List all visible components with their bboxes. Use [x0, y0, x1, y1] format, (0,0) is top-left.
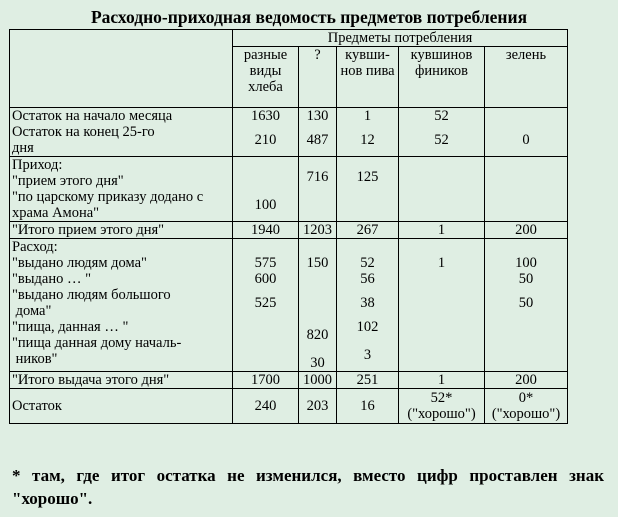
value: 52 [434, 108, 449, 124]
column-header-beer-line: нов пива [340, 63, 395, 79]
cell-dates: 1 [399, 372, 485, 389]
cell-beer: 267 [337, 222, 399, 239]
value: 820 [306, 327, 329, 343]
column-header-dates-line: фиников [414, 63, 469, 79]
row-label: Остаток [10, 389, 233, 424]
label-line: "пища данная дому началь- [12, 335, 182, 351]
label-line: "по царскому приказу додано с [12, 189, 204, 205]
value: 50 [518, 271, 534, 287]
value: 52 [360, 255, 375, 271]
value: 1 [363, 108, 372, 124]
cell-unknown [299, 239, 337, 372]
cell-bread: 1940 [233, 222, 299, 239]
value: 125 [356, 169, 379, 185]
row-label: "Итого выдача этого дня" [10, 372, 233, 389]
cell-unknown: 203 [299, 389, 337, 424]
cell-greens: 200 [485, 222, 568, 239]
cell-dates [399, 108, 485, 157]
cell-dates [399, 157, 485, 222]
cell-greens [485, 239, 568, 372]
column-header-dates [399, 47, 485, 108]
value: 1630 [251, 108, 280, 124]
row-label [10, 157, 233, 222]
row-label: "Итого прием этого дня" [10, 222, 233, 239]
column-header-bread-line: хлеба [248, 79, 283, 95]
cell-dates: 1 [399, 222, 485, 239]
table-row-remainder [10, 389, 568, 424]
label-line: дома" [12, 303, 52, 319]
cell-beer: 16 [337, 389, 399, 424]
value: 525 [254, 295, 277, 311]
value: 130 [306, 108, 329, 124]
cell-beer: 251 [337, 372, 399, 389]
group-header-row [10, 30, 568, 47]
value: 52 [434, 132, 449, 148]
value [487, 108, 565, 124]
cell-greens [485, 108, 568, 157]
label-line: Остаток на начало месяца [12, 108, 173, 124]
table-row-balance [10, 108, 568, 157]
column-header-bread-line: виды [249, 63, 282, 79]
cell-greens [485, 157, 568, 222]
value: 0 [522, 132, 530, 148]
value: 575 [254, 255, 277, 271]
value: ("хорошо") [491, 406, 561, 422]
cell-bread [233, 239, 299, 372]
value: 12 [360, 132, 375, 148]
cell-unknown: 1203 [299, 222, 337, 239]
column-header-beer-line: кувши- [345, 47, 390, 63]
row-label [10, 239, 233, 372]
cell-unknown [299, 157, 337, 222]
column-header-greens-line: зелень [505, 47, 547, 63]
column-header-beer [337, 47, 399, 108]
label-line: "пища, данная … " [12, 319, 129, 335]
consumption-ledger-table [9, 29, 568, 424]
value: 38 [360, 295, 375, 311]
value: 716 [306, 169, 329, 185]
column-header-dates-line: кувшинов [410, 47, 473, 63]
cell-greens [485, 389, 568, 424]
value: 487 [306, 132, 329, 148]
group-header: Предметы потребления [233, 30, 568, 47]
value: 0* [518, 390, 534, 406]
value: 52* [430, 390, 453, 406]
cell-beer [337, 157, 399, 222]
label-line: ников" [12, 351, 58, 367]
cell-greens: 200 [485, 372, 568, 389]
column-header-greens [485, 47, 568, 108]
value: 150 [306, 255, 329, 271]
cell-bread [233, 157, 299, 222]
label-line: "выдано людям дома" [12, 255, 147, 271]
label-line: Расход: [12, 239, 58, 255]
column-header-unknown-line: ? [314, 47, 321, 63]
value: 210 [254, 132, 277, 148]
document-title: Расходно-приходная ведомость предметов потребления [90, 7, 528, 27]
label-line: Приход: [12, 157, 63, 173]
table-row-income-total [10, 222, 568, 239]
value: 56 [360, 271, 375, 287]
value: 600 [254, 271, 277, 287]
column-header-bread-line: разные [243, 47, 288, 63]
table-row-expense [10, 239, 568, 372]
cell-dates [399, 389, 485, 424]
value: 30 [310, 355, 325, 371]
label-line: Остаток на конец 25-го [12, 124, 155, 140]
value: 100 [515, 255, 537, 271]
value: 3 [363, 347, 372, 363]
label-line: храма Амона" [12, 205, 100, 221]
table-row-expense-total [10, 372, 568, 389]
value: 50 [518, 295, 534, 311]
column-header-bread [233, 47, 299, 108]
row-label-header [10, 30, 233, 108]
cell-beer [337, 239, 399, 372]
cell-unknown: 1000 [299, 372, 337, 389]
cell-beer [337, 108, 399, 157]
value: 1 [437, 255, 446, 271]
table-row-income [10, 157, 568, 222]
label-line: дня [12, 140, 34, 156]
column-header-unknown [299, 47, 337, 108]
row-label [10, 108, 233, 157]
cell-dates [399, 239, 485, 372]
label-line: "выдано людям большого [12, 287, 171, 303]
label-line: "выдано … " [12, 271, 91, 287]
value: 102 [356, 319, 379, 335]
cell-bread [233, 108, 299, 157]
label-line: "прием этого дня" [12, 173, 124, 189]
cell-unknown [299, 108, 337, 157]
cell-bread: 1700 [233, 372, 299, 389]
footnote: * там, где итог остатка не изменился, вместо цифр проставлен знак "хорошо". [12, 466, 604, 508]
value: 100 [254, 197, 277, 213]
value: ("хорошо") [407, 406, 476, 422]
cell-bread: 240 [233, 389, 299, 424]
